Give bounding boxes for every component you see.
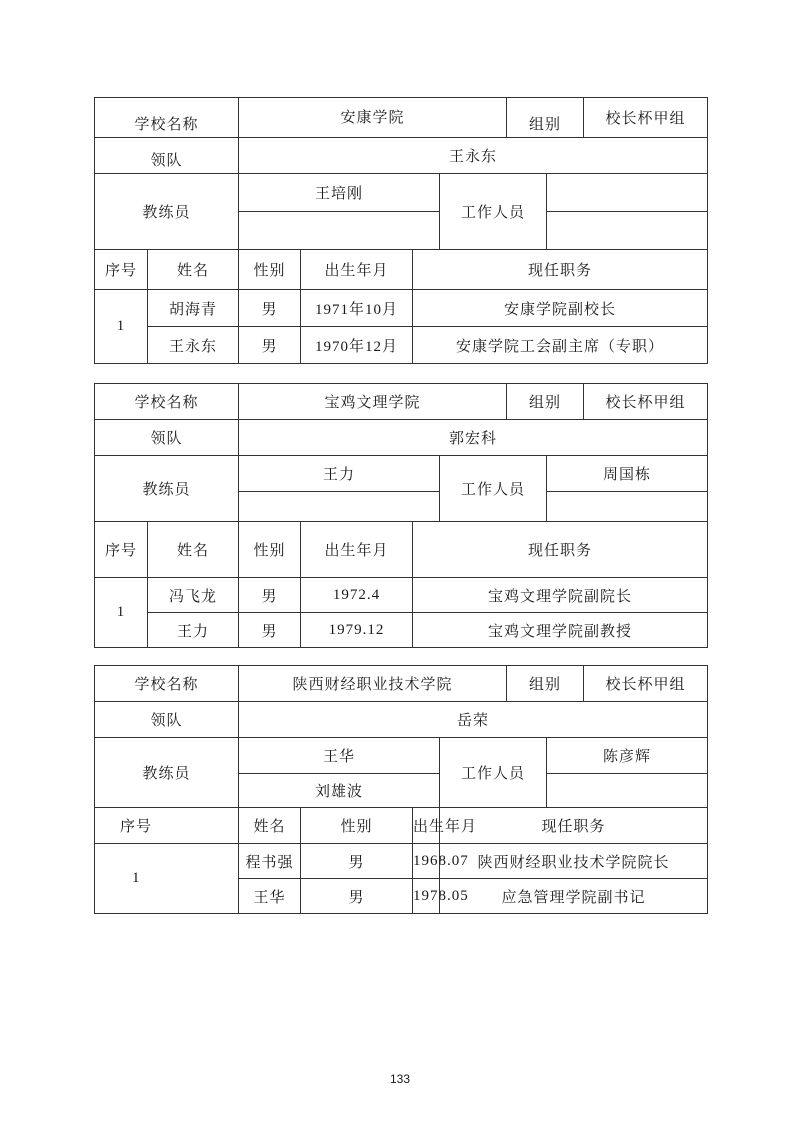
group-label: 组别 (507, 384, 584, 420)
team-table-2 (94, 383, 708, 648)
staff-label: 工作人员 (440, 456, 547, 522)
coach-label: 教练员 (95, 738, 239, 808)
coach-value-1: 王华 (239, 738, 440, 774)
header-birth: 出生年月 (301, 250, 413, 290)
header-position: 现任职务 (413, 250, 708, 290)
player-gender: 男 (301, 879, 413, 914)
player-birth: 1979.12 (301, 613, 413, 648)
leader-label: 领队 (95, 702, 239, 738)
header-name: 姓名 (148, 250, 239, 290)
school-name-value: 陕西财经职业技术学院 (239, 666, 507, 702)
player-gender: 男 (239, 327, 301, 364)
row-no: 1 (95, 290, 148, 364)
school-name-value: 宝鸡文理学院 (239, 384, 507, 420)
leader-value: 岳荣 (239, 702, 708, 738)
staff-value-2 (547, 492, 708, 522)
staff-value-1 (547, 174, 708, 212)
player-name: 程书强 (239, 844, 301, 879)
staff-value-1: 陈彦辉 (547, 738, 708, 774)
coach-label: 教练员 (95, 174, 239, 250)
player-position: 安康学院工会副主席（专职） (413, 327, 708, 364)
coach-value-1: 王培刚 (239, 174, 440, 212)
table-row (95, 327, 708, 364)
player-name: 冯飞龙 (148, 578, 239, 613)
page-number: 133 (389, 1072, 411, 1086)
staff-value-2 (547, 212, 708, 250)
table-row (95, 613, 708, 648)
player-gender: 男 (239, 290, 301, 327)
player-name: 王华 (239, 879, 301, 914)
table-row (95, 290, 708, 327)
table-row (95, 578, 708, 613)
header-no: 序号 (95, 808, 239, 844)
header-birth: 出生年月 (301, 522, 413, 578)
player-name: 王永东 (148, 327, 239, 364)
row-no: 1 (95, 578, 148, 648)
group-label: 组别 (507, 666, 584, 702)
player-position: 应急管理学院副书记 (440, 879, 708, 914)
team-table-3 (94, 665, 708, 914)
group-value: 校长杯甲组 (584, 384, 708, 420)
leader-label: 领队 (95, 138, 239, 174)
player-name: 王力 (148, 613, 239, 648)
header-gender: 性别 (301, 808, 413, 844)
staff-label: 工作人员 (440, 738, 547, 808)
leader-label: 领队 (95, 420, 239, 456)
header-name: 姓名 (239, 808, 301, 844)
staff-value-1: 周国栋 (547, 456, 708, 492)
group-value: 校长杯甲组 (584, 98, 708, 138)
player-position: 陕西财经职业技术学院院长 (440, 844, 708, 879)
player-birth: 1971年10月 (301, 290, 413, 327)
school-name-label: 学校名称 (95, 98, 239, 138)
coach-value-2 (239, 212, 440, 250)
table-row (95, 844, 708, 879)
header-no: 序号 (95, 250, 148, 290)
player-birth: 1970年12月 (301, 327, 413, 364)
player-name: 胡海青 (148, 290, 239, 327)
header-gender: 性别 (239, 250, 301, 290)
header-gender: 性别 (239, 522, 301, 578)
player-birth: 1972.4 (301, 578, 413, 613)
school-name-label: 学校名称 (95, 666, 239, 702)
coach-label: 教练员 (95, 456, 239, 522)
group-label: 组别 (507, 98, 584, 138)
player-position: 宝鸡文理学院副教授 (413, 613, 708, 648)
player-gender: 男 (239, 578, 301, 613)
leader-value: 郭宏科 (239, 420, 708, 456)
team-table-1 (94, 97, 708, 364)
header-name: 姓名 (148, 522, 239, 578)
school-name-value: 安康学院 (239, 98, 507, 138)
player-gender: 男 (239, 613, 301, 648)
header-no: 序号 (95, 522, 148, 578)
staff-value-2 (547, 774, 708, 808)
header-position: 现任职务 (440, 808, 708, 844)
player-position: 安康学院副校长 (413, 290, 708, 327)
row-no: 1 (95, 844, 239, 914)
player-position: 宝鸡文理学院副院长 (413, 578, 708, 613)
group-value: 校长杯甲组 (584, 666, 708, 702)
player-gender: 男 (301, 844, 413, 879)
coach-value-2 (239, 492, 440, 522)
leader-value: 王永东 (239, 138, 708, 174)
coach-value-2: 刘雄波 (239, 774, 440, 808)
header-birth: 出生年月 (413, 808, 440, 844)
coach-value-1: 王力 (239, 456, 440, 492)
header-position: 现任职务 (413, 522, 708, 578)
school-name-label: 学校名称 (95, 384, 239, 420)
staff-label: 工作人员 (440, 174, 547, 250)
player-birth: 1968.07 (413, 844, 440, 879)
player-birth: 1978.05 (413, 879, 440, 914)
